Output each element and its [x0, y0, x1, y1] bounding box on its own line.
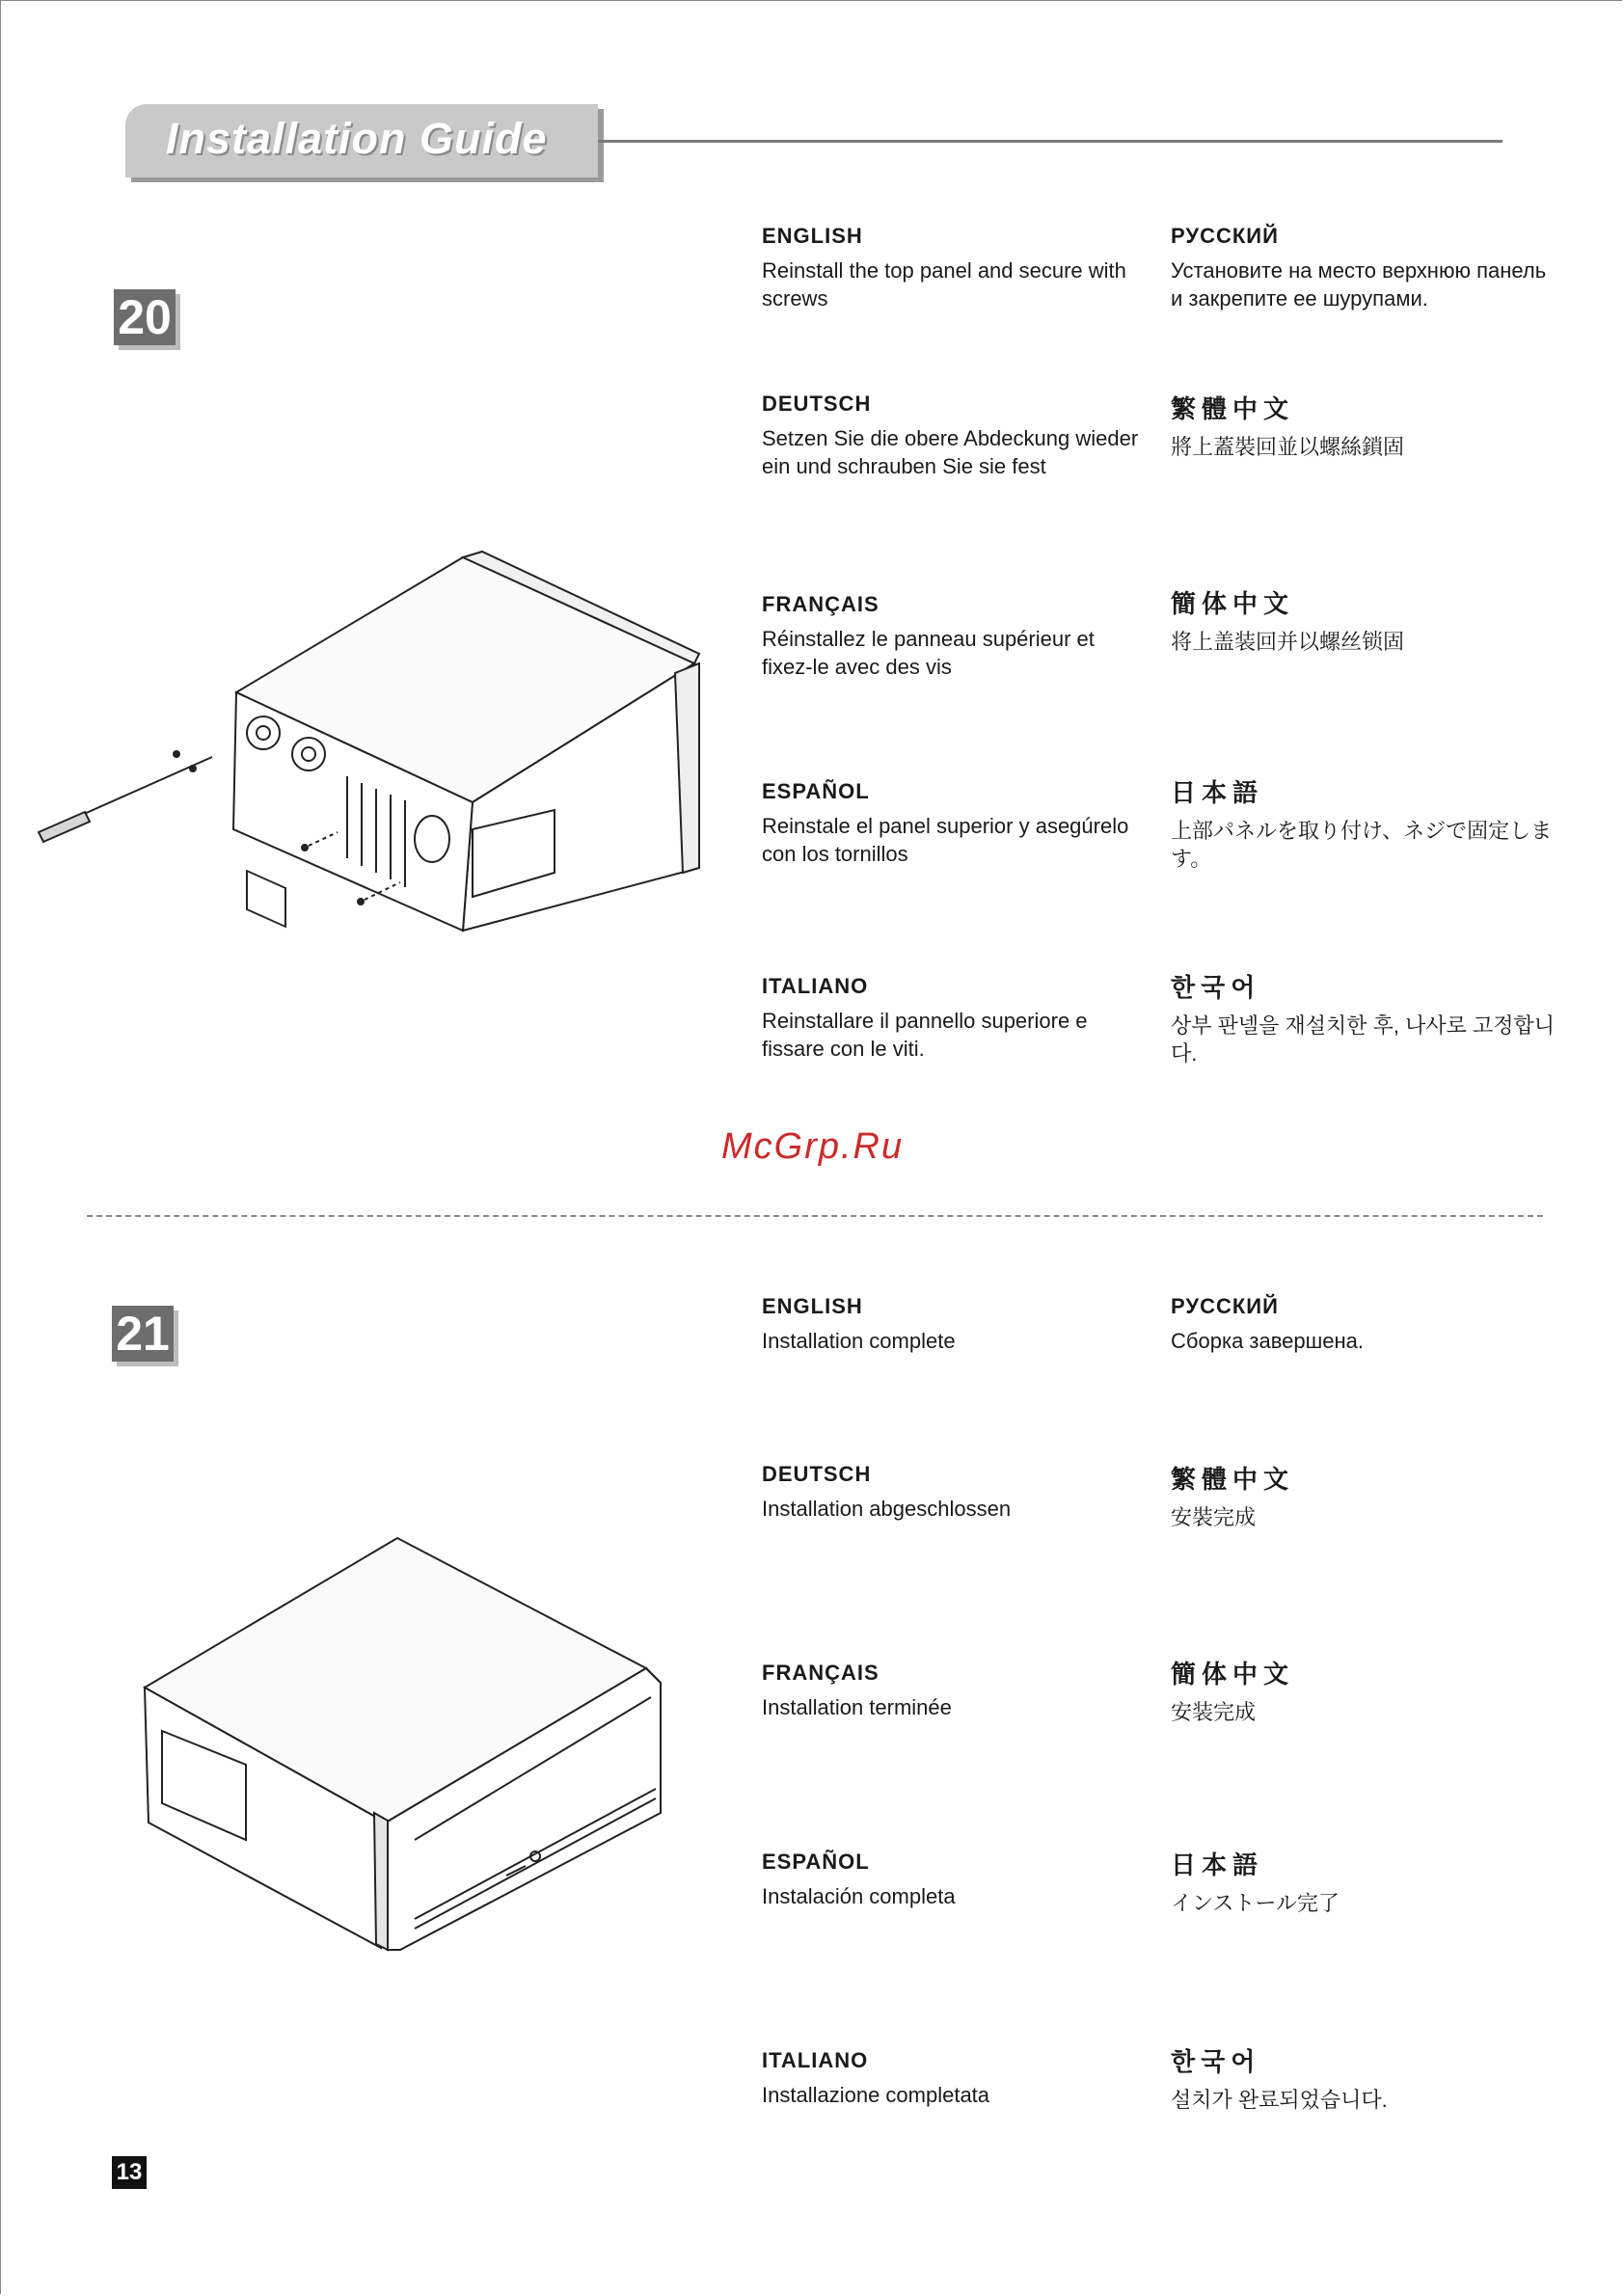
lang-heading: 繁體中文	[1171, 394, 1295, 423]
lang-heading: ENGLISH	[762, 224, 863, 248]
lang-text: Установите на место верхнюю панель и закрепите ее шурупами.	[1171, 258, 1547, 311]
lang-heading: ITALIANO	[762, 2048, 869, 2072]
lang-heading: ESPAÑOL	[762, 1850, 870, 1874]
step21-italian	[762, 2048, 1148, 2109]
step20-italian	[762, 974, 1148, 1063]
lang-heading: ENGLISH	[762, 1294, 863, 1318]
lang-text: 상부 판넬을 재설치한 후, 나사로 고정합니다.	[1171, 1013, 1555, 1066]
lang-text: Réinstallez le panneau supérieur et fixez-le avec des vis	[762, 627, 1095, 679]
step20-simp-chinese	[1171, 584, 1556, 656]
lang-heading: ITALIANO	[762, 974, 869, 998]
watermark: McGrp.Ru	[721, 1126, 905, 1167]
step21-korean	[1171, 2042, 1556, 2114]
step21-french	[762, 1661, 1148, 1721]
lang-heading: 한국어	[1171, 2047, 1261, 2076]
step20-german	[762, 392, 1148, 480]
step20-korean	[1171, 968, 1556, 1067]
step21-english	[762, 1294, 1148, 1355]
lang-text: Installation abgeschlossen	[762, 1497, 1012, 1521]
lang-text: 安裝完成	[1171, 1505, 1257, 1529]
lang-heading: РУССКИЙ	[1171, 1294, 1279, 1318]
step-number-21: 21	[112, 1306, 174, 1362]
lang-text: Сборка завершена.	[1171, 1329, 1365, 1353]
case-rear-illustration	[19, 550, 714, 935]
lang-heading: FRANÇAIS	[762, 1661, 880, 1685]
page-number: 13	[112, 2156, 147, 2189]
lang-text: 上部パネルを取り付け、ネジで固定します。	[1171, 819, 1553, 871]
lang-heading: DEUTSCH	[762, 1462, 872, 1486]
lang-text: Setzen Sie die obere Abdeckung wieder ein und schrauben Sie sie fest	[762, 426, 1139, 478]
step20-trad-chinese	[1171, 390, 1556, 461]
lang-text: Installation terminée	[762, 1695, 952, 1719]
step20-french	[762, 592, 1148, 681]
lang-text: インストール完了	[1171, 1891, 1340, 1915]
step21-spanish	[762, 1850, 1148, 1910]
lang-text: Reinstall the top panel and secure with screws	[762, 258, 1126, 311]
lang-heading: ESPAÑOL	[762, 779, 870, 803]
lang-text: 安装完成	[1171, 1700, 1257, 1724]
lang-heading: 繁體中文	[1171, 1465, 1295, 1494]
step21-german	[762, 1462, 1148, 1523]
step-number-20: 20	[114, 289, 176, 345]
step20-russian	[1171, 224, 1556, 312]
step20-spanish	[762, 779, 1148, 868]
lang-text: 설치가 완료되었습니다.	[1171, 2088, 1388, 2112]
case-complete-illustration	[135, 1533, 675, 1958]
lang-heading: FRANÇAIS	[762, 592, 880, 616]
header-rule	[598, 140, 1502, 143]
lang-text: 將上蓋裝回並以螺絲鎖固	[1171, 435, 1405, 459]
step21-russian	[1171, 1294, 1556, 1355]
lang-heading: 簡体中文	[1171, 1660, 1295, 1688]
lang-heading: 日本語	[1171, 1850, 1264, 1879]
section-divider	[87, 1215, 1543, 1217]
lang-heading: 日本語	[1171, 778, 1264, 807]
lang-text: 将上盖装回并以螺丝锁固	[1171, 630, 1405, 654]
lang-text: Reinstallare il pannello superiore e fissare con le viti.	[762, 1009, 1088, 1061]
step20-japanese	[1171, 773, 1556, 873]
lang-heading: 簡体中文	[1171, 589, 1295, 618]
step21-trad-chinese	[1171, 1460, 1556, 1531]
lang-text: Reinstale el panel superior y asegúrelo con los tornillos	[762, 814, 1129, 866]
lang-text: Instalación completa	[762, 1884, 956, 1908]
lang-heading: DEUTSCH	[762, 392, 872, 416]
lang-text: Installation complete	[762, 1329, 956, 1353]
lang-heading: РУССКИЙ	[1171, 224, 1279, 248]
step20-english	[762, 224, 1148, 312]
page-title: Installation Guide	[166, 114, 548, 163]
lang-text: Installazione completata	[762, 2083, 990, 2107]
step21-simp-chinese	[1171, 1655, 1556, 1726]
step21-japanese	[1171, 1846, 1556, 1917]
lang-heading: 한국어	[1171, 973, 1261, 1002]
